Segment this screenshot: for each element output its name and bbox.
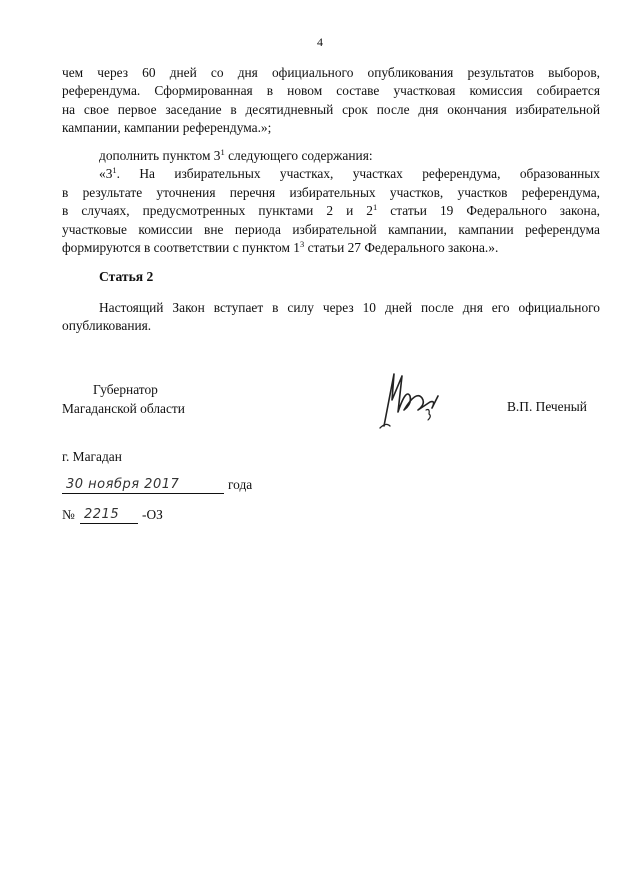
- signatory-title: [62, 381, 185, 418]
- signing-date: [62, 477, 262, 495]
- signing-place: г. Магадан: [62, 449, 122, 464]
- text-line: участковые комиссии вне периода избирательной кампании, кампании референдума: [62, 221, 600, 237]
- paragraph-commission-term: [62, 64, 600, 138]
- handwritten-signature: [372, 366, 452, 432]
- law-number: [62, 507, 222, 525]
- number-symbol: №: [62, 507, 75, 522]
- text-line: дополнить пунктом $3^1$ следующего содержания:: [99, 147, 373, 163]
- article-heading: Статья 2: [99, 269, 154, 284]
- text-line: опубликования.: [62, 318, 152, 334]
- page-number: 4: [317, 35, 323, 49]
- text-line: в результате уточнения перечня избирательных участков, участков референдума,: [62, 184, 600, 200]
- text-line: референдума. Сформированная в новом составе участковая комиссия собирается: [62, 83, 600, 99]
- text-line: в случаях, предусмотренных пунктами 2 и $2^1$ статьи 19 Федерального закона,: [62, 202, 601, 219]
- number-suffix: -ОЗ: [142, 507, 163, 522]
- text-line: Настоящий Закон вступает в силу через 10 дней после дня его официального: [99, 300, 600, 315]
- text-line: «$3^1$. На избирательных участках, участках референдума, образованных: [99, 165, 600, 182]
- text-line: кампании, кампании референдума.»;: [62, 120, 272, 136]
- number-handwritten: 2215: [84, 507, 120, 522]
- paragraph-amendment-3-1: [62, 147, 600, 257]
- signatory-name: В.П. Печеный: [507, 399, 587, 414]
- text-line: формируются в соответствии с пунктом $1^3$ статьи 27 Федерального закона.».: [62, 239, 499, 256]
- signatory-title-line: Губернатор: [93, 382, 158, 397]
- text-line: чем через 60 дней со дня официального опубликования результатов выборов,: [62, 65, 600, 80]
- text-line: на свое первое заседание в десятидневный срок после дня окончания избирательной: [62, 101, 600, 117]
- date-suffix: года: [228, 477, 253, 492]
- date-handwritten: 30 ноября 2017: [66, 477, 180, 492]
- signatory-title-line: Магаданской области: [62, 400, 185, 416]
- paragraph-entry-into-force: [62, 299, 600, 336]
